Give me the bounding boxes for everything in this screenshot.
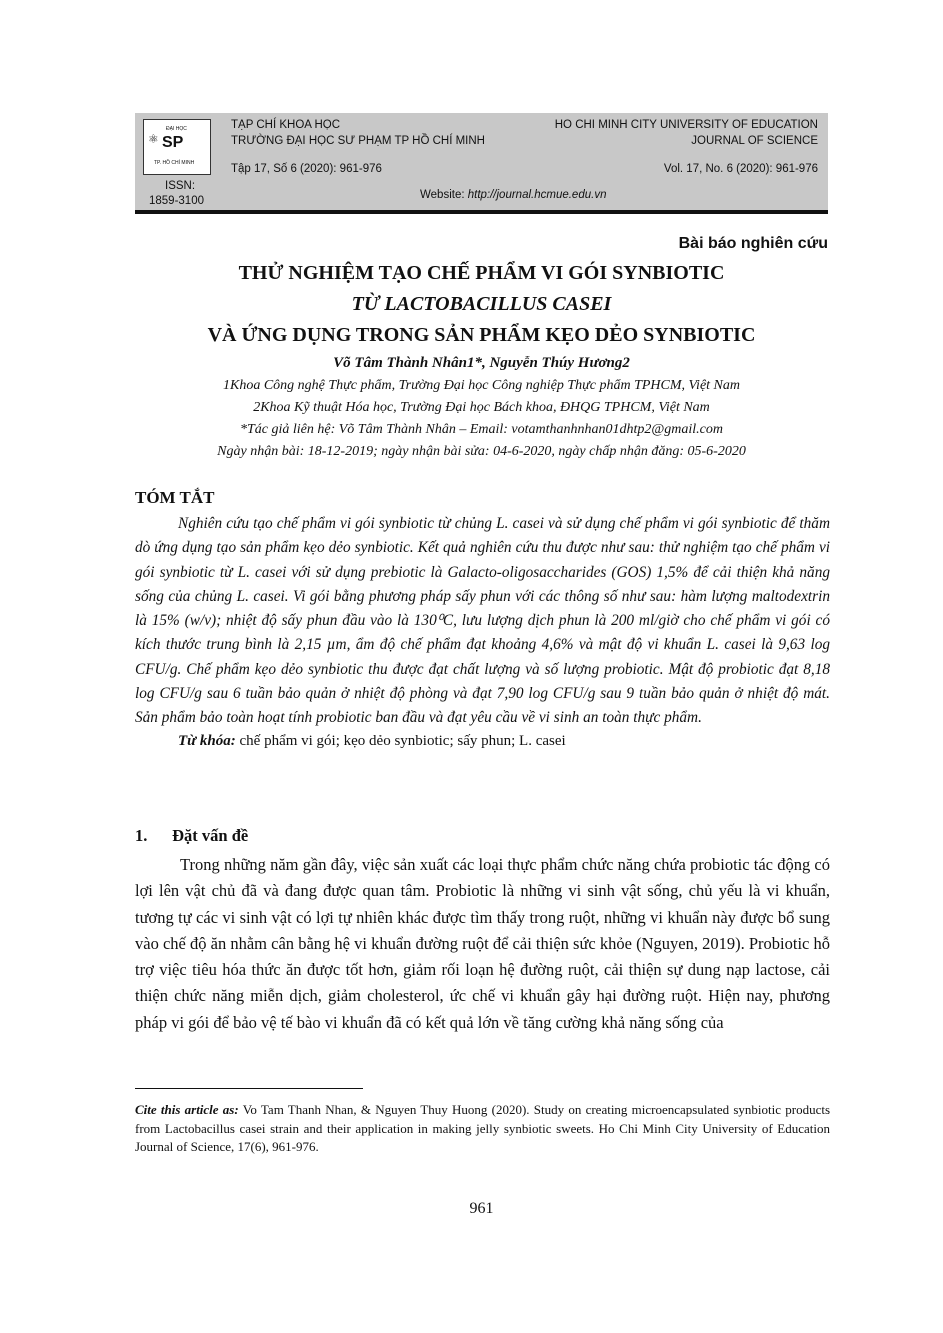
section-heading: 1. Đặt vấn đề (135, 826, 249, 845)
journal-logo: ⚛ ĐẠI HỌC SP TP. HỒ CHÍ MINH (143, 119, 211, 175)
keywords-label: Từ khóa: (178, 732, 236, 749)
issn-label: ISSN: (165, 180, 196, 192)
citation-text: Vo Tam Thanh Nhan, & Nguyen Thuy Huong (2020). Study on creating microencapsulated synbiotic products from Lactobacillus casei strain and their application in making jelly synbiotic sweets. Ho Chi Minh City University of Education Journal of Science, 17(6), 961-976. (135, 1102, 831, 1154)
atom-icon: ⚛ (148, 132, 159, 146)
affiliation: 1Khoa Công nghệ Thực phẩm, Trường Đại học Công nghiệp Thực phẩm TPHCM, Việt Nam (222, 378, 740, 393)
section-text: Trong những năm gần đây, việc sản xuất các loại thực phẩm chức năng chứa probiotic tác động có lợi lên vật chủ đã và đang được quan tâm. Probiotic là những vi sinh vật sống, chủ yếu là vi khuẩn, tương tự các vi sinh vật có lợi tự nhiên khác được tìm thấy trong ruột, những vi khuẩn này được bổ sung vào chế độ ăn nhằm cân bằng hệ vi khuẩn đường ruột để cải thiện sức khỏe (Nguyen, 2019). Probiotic hỗ trợ việc tiêu hóa thức ăn được tốt hơn, giảm rối loạn hệ đường ruột, cải thiện sự dung nạp lactose, cải thiện chức năng miễn dịch, giảm cholesterol, ức chế vi khuẩn gây hại đường ruột. Hiện nay, phương pháp vi gói để bảo vệ tế bào vi khuẩn đã có kết quả lớn về tăng cường khả năng sống của (135, 855, 830, 1032)
issue-en: Vol. 17, No. 6 (2020): 961-976 (663, 163, 818, 175)
abstract-heading: TÓM TẮT (135, 488, 215, 507)
issue-vi: Tập 17, Số 6 (2020): 961-976 (231, 163, 382, 175)
introduction-section (135, 826, 830, 1036)
citation-label: Cite this article as: (135, 1102, 239, 1117)
university-name-vi: TRƯỜNG ĐẠI HỌC SƯ PHẠM TP HỒ CHÍ MINH (231, 135, 485, 147)
title-line: VÀ ỨNG DỤNG TRONG SẢN PHẨM KẸO DẺO SYNBIOTIC (207, 324, 756, 346)
affiliation: 2Khoa Kỹ thuật Hóa học, Trường Đại học Bách khoa, ĐHQG TPHCM, Việt Nam (253, 400, 710, 415)
title-line: THỬ NGHIỆM TẠO CHẾ PHẨM VI GÓI SYNBIOTIC (238, 262, 725, 284)
abstract (135, 488, 830, 750)
dates: Ngày nhận bài: 18-12-2019; ngày nhận bài sửa: 04-6-2020, ngày chấp nhận đăng: 05-6-2020 (217, 444, 746, 459)
authors: Võ Tâm Thành Nhân1*, Nguyễn Thúy Hương2 (333, 355, 630, 371)
website-label: Website: (420, 189, 465, 201)
website-link[interactable]: http://journal.hcmue.edu.vn (467, 189, 607, 201)
journal-header (135, 113, 828, 214)
citation (135, 1101, 830, 1157)
footnote-divider (135, 1088, 363, 1089)
title-line: TỪ LACTOBACILLUS CASEI (351, 293, 612, 315)
article-type: Bài báo nghiên cứu (678, 235, 828, 252)
journal-name-vi: TẠP CHÍ KHOA HỌC (231, 119, 341, 131)
journal-name-en: JOURNAL OF SCIENCE (691, 135, 818, 147)
corresponding-author: *Tác giả liên hệ: Võ Tâm Thành Nhân – Email: votamthanhnhan01dhtp2@gmail.com (239, 422, 724, 437)
university-name-en: HO CHI MINH CITY UNIVERSITY OF EDUCATION (554, 119, 818, 131)
page-number: 961 (469, 1200, 494, 1217)
abstract-text: Nghiên cứu tạo chế phẩm vi gói synbiotic từ chủng L. casei và sử dụng chế phẩm vi gói synbiotic để thăm dò ứng dụng tạo sản phẩm kẹo dẻo synbiotic. Kết quả nghiên cứu thu được như sau: thử nghiệm tạo chế phẩm vi gói synbiotic từ L. casei với sử dụng prebiotic là Galacto-oligosaccharides (GOS) 1,5% để cải thiện khả năng sống của chủng L. casei. Vi gói bằng phương pháp sấy phun với các thông số như sau: hàm lượng maltodextrin là 15% (w/v); nhiệt độ sấy phun đầu vào là 130⁰C, lưu lượng dịch phun là 200 ml/giờ cho chế phẩm vi gói có kích thước trung bình là 2,15 µm, ẩm độ chế phẩm đạt khoảng 4,6% và mật độ vi khuẩn L. casei là 9,63 log CFU/g. Chế phẩm kẹo dẻo synbiotic thu được đạt chất lượng và số lượng probiotic. Mật độ probiotic đạt 8,18 log CFU/g sau 6 tuần bảo quản ở nhiệt độ phòng và đạt 7,90 log CFU/g sau 9 tuần bảo quản ở nhiệt độ mát. Sản phẩm bảo toàn hoạt tính probiotic ban đầu và đạt yêu cầu về vi sinh an toàn thực phẩm. (135, 515, 830, 727)
keywords: chế phẩm vi gói; kẹo dẻo synbiotic; sấy phun; L. casei (239, 732, 566, 749)
issn: 1859-3100 (149, 195, 204, 207)
